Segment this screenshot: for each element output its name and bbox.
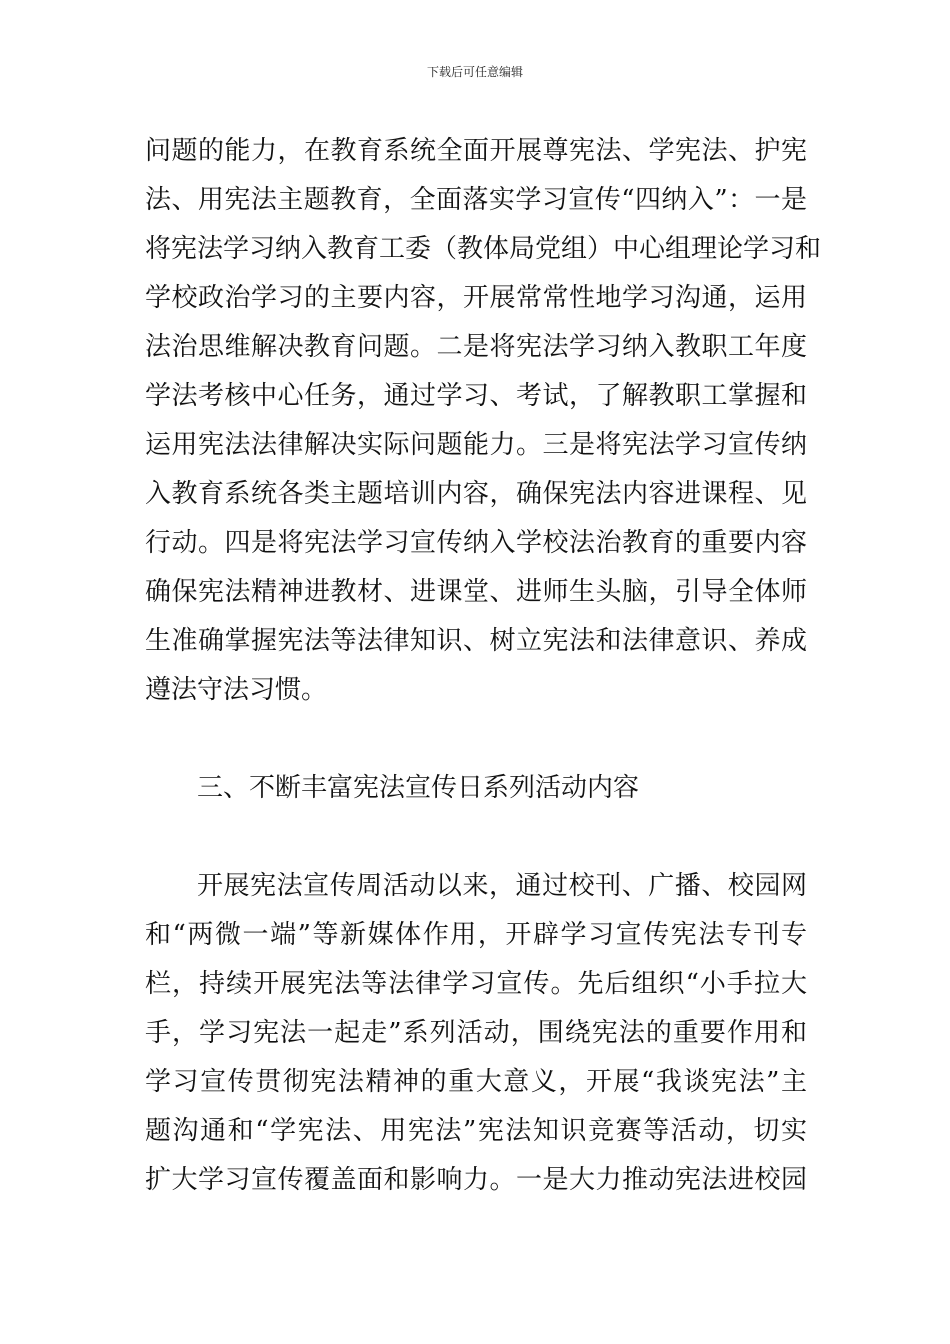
page-header-note: 下载后可任意编辑 bbox=[426, 65, 523, 79]
paragraph-line: 学习宣传贯彻宪法精神的重大意义，开展“我谈宪法”主 bbox=[145, 1067, 807, 1097]
paragraph-2 bbox=[145, 862, 807, 1205]
paragraph-line: 开展宪法宣传周活动以来，通过校刊、广播、校园网 bbox=[197, 871, 807, 901]
paragraph-line: 扩大学习宣传覆盖面和影响力。一是大力推动宪法进校园 bbox=[145, 1165, 807, 1195]
paragraph-line: 生准确掌握宪法等法律知识、树立宪法和法律意识、养成 bbox=[145, 626, 807, 656]
paragraph-line: 将宪法学习纳入教育工委（教体局党组）中心组理论学习和 bbox=[145, 234, 822, 264]
paragraph-line: 确保宪法精神进教材、进课堂、进师生头脑，引导全体师 bbox=[145, 577, 807, 607]
paragraph-line: 法治思维解决教育问题。二是将宪法学习纳入教职工年度 bbox=[145, 332, 807, 362]
paragraph-line: 问题的能力，在教育系统全面开展尊宪法、学宪法、护宪 bbox=[145, 136, 807, 166]
paragraph-spacer bbox=[145, 715, 807, 764]
paragraph-line: 题沟通和“学宪法、用宪法”宪法知识竞赛等活动，切实 bbox=[145, 1116, 807, 1146]
paragraph-line: 运用宪法法律解决实际问题能力。三是将宪法学习宣传纳 bbox=[145, 430, 807, 460]
paragraph-line: 学法考核中心任务，通过学习、考试，了解教职工掌握和 bbox=[145, 381, 807, 411]
paragraph-1 bbox=[145, 127, 822, 715]
paragraph-line: 和“两微一端”等新媒体作用，开辟学习宣传宪法专刊专 bbox=[145, 920, 807, 950]
paragraph-line: 入教育系统各类主题培训内容，确保宪法内容进课程、见 bbox=[145, 479, 807, 509]
section-heading: 三、不断丰富宪法宣传日系列活动内容 bbox=[197, 773, 640, 803]
paragraph-line: 行动。四是将宪法学习宣传纳入学校法治教育的重要内容 bbox=[145, 528, 807, 558]
paragraph-line: 学校政治学习的主要内容，开展常常性地学习沟通，运用 bbox=[145, 283, 807, 313]
paragraph-line: 遵法守法习惯。 bbox=[145, 675, 328, 705]
document-body bbox=[145, 127, 822, 1205]
paragraph-line: 栏，持续开展宪法等法律学习宣传。先后组织“小手拉大 bbox=[145, 969, 807, 999]
paragraph-line: 手，学习宪法一起走”系列活动，围绕宪法的重要作用和 bbox=[145, 1018, 807, 1048]
paragraph-spacer bbox=[145, 813, 807, 862]
paragraph-line: 法、用宪法主题教育，全面落实学习宣传“四纳入”：一是 bbox=[145, 185, 807, 215]
